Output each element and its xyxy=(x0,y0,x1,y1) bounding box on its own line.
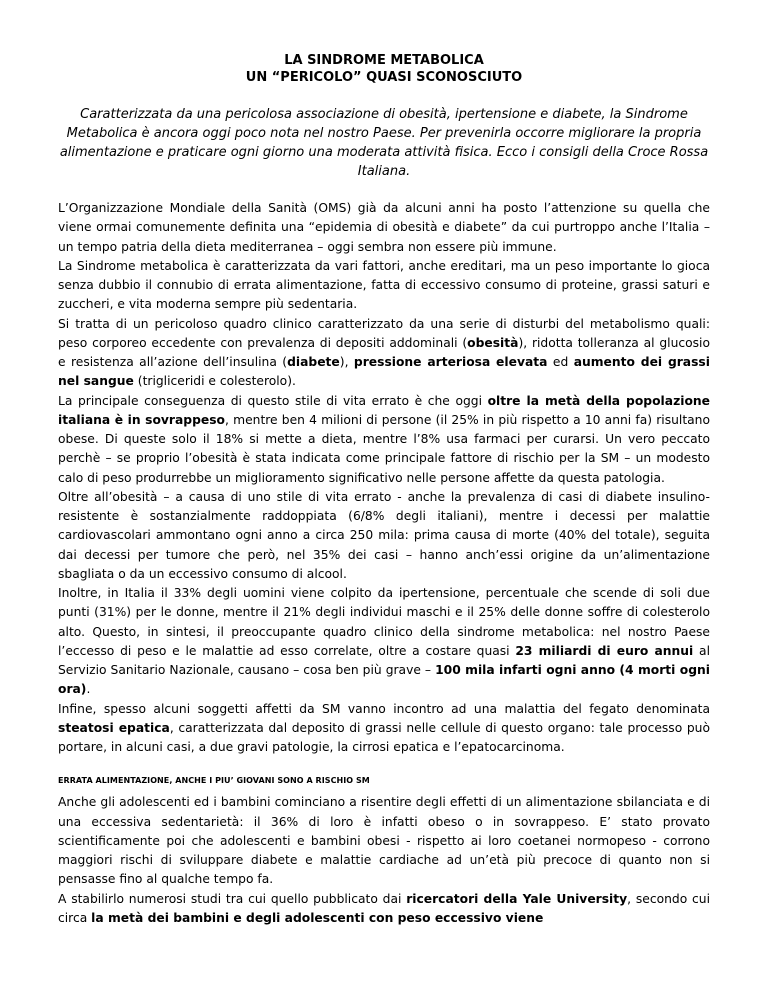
section-2-body xyxy=(58,793,710,928)
text-run: , secondo cui circa xyxy=(58,891,711,925)
paragraph-6 xyxy=(58,584,710,700)
text-run: Si tratta di un pericoloso quadro clinico caratterizzato da una serie di disturbi del metabolismo quali: peso corporeo eccedente con prevalenza di depositi addominali ( xyxy=(58,316,710,350)
bold-run: steatosi epatica xyxy=(58,720,170,735)
bold-run: 23 miliardi di euro annui xyxy=(515,643,694,658)
text-run: (trigliceridi e colesterolo). xyxy=(133,374,296,389)
article-body xyxy=(58,199,710,757)
bold-run: ricercatori della Yale University xyxy=(406,891,628,906)
document-title xyxy=(58,52,710,86)
text-run: ed xyxy=(547,355,574,369)
text-run: , caratterizzata dal deposito di grassi nelle cellule di questo organo: tale processo può portare, in alcuni casi, a due gravi patologie, la cirrosi epatica e l’epatocarcinoma. xyxy=(58,720,710,754)
bold-run: diabete xyxy=(287,355,340,369)
bold-run: oltre la metà della popolazione italiana è in sovrappeso xyxy=(58,393,710,427)
section-heading: ERRATA ALIMENTAZIONE, ANCHE I PIU’ GIOVANI SONO A RISCHIO SM xyxy=(58,776,370,786)
title-line-2: UN “PERICOLO” QUASI SCONOSCIUTO xyxy=(245,70,523,85)
bold-run: 100 mila infarti ogni anno (4 morti ogni ora) xyxy=(58,663,710,697)
section-2-paragraph-1: Anche gli adolescenti ed i bambini cominciano a risentire degli effetti di un alimentazione sbilanciata e di una eccessiva sedentarietà: il 36% di loro è infatti obeso o in sovrappeso. E’ stato provato scientificamente poi che adolescenti e bambini obesi - rispetto ai loro coetanei normopeso - corrono maggiori rischi di sviluppare diabete e malattie cardiache ad un’età più precoce di quanto non si pensasse fino al qualche tempo fa. xyxy=(58,795,710,887)
bold-run: obesità xyxy=(467,335,519,350)
section-2-paragraph-2 xyxy=(58,890,710,929)
paragraph-1: L’Organizzazione Mondiale della Sanità (OMS) già da alcuni anni ha posto l’attenzione su quella che viene ormai comunemente definita una “epidemia di obesità e diabete” da cui purtroppo anche l’Italia – un tempo patria della dieta mediterranea – oggi sembra non essere più immune. xyxy=(58,201,710,254)
bold-run: aumento dei grassi nel sangue xyxy=(58,355,710,389)
text-run: Infine, spesso alcuni soggetti affetti da SM vanno incontro ad una malattia del fegato denominata xyxy=(58,701,710,716)
text-run: , mentre ben 4 milioni di persone (il 25% in più rispetto a 10 anni fa) risultano obese. Di queste solo il 18% si mette a dieta, mentre l’8% usa farmaci per curarsi. Un vero peccato perchè – se proprio l’obesità è stata indicata come principale fattore di rischio per la SM – un modesto calo di peso produrrebbe un miglioramento significativo nelle persone affette da questa patologia. xyxy=(58,412,710,485)
paragraph-7 xyxy=(58,700,710,758)
text-run: ), ridotta tolleranza al glucosio e resistenza all’azione dell’insulina ( xyxy=(58,335,710,369)
paragraph-5: Oltre all’obesità – a causa di uno stile di vita errato - anche la prevalenza di casi di diabete insulino-resistente è sostanzialmente raddoppiata (6/8% degli italiani), mentre i decessi per malattie cardiovascolari ammontano ogni anno a circa 250 mila: prima causa di morte (40% del totale), seguita dai decessi per tumore che però, nel 35% dei casi – hanno anch’essi origine da un’alimentazione sbagliata o da un eccessivo consumo di alcool. xyxy=(58,489,710,581)
bold-run: pressione arteriosa elevata xyxy=(353,355,548,369)
text-run: La principale conseguenza di questo stile di vita errato è che oggi xyxy=(58,393,488,408)
lead-paragraph: Caratterizzata da una pericolosa associazione di obesità, ipertensione e diabete, la Sindrome Metabolica è ancora oggi poco nota nel nostro Paese. Per prevenirla occorre migliorare la propria alimentazione e praticare ogni giorno una moderata attività fisica. Ecco i consigli della Croce Rossa Italiana. xyxy=(59,107,709,179)
paragraph-3 xyxy=(58,315,710,392)
text-run: al Servizio Sanitario Nazionale, causano – cosa ben più grave – xyxy=(58,643,710,677)
bold-run: la metà dei bambini e degli adolescenti con peso eccessivo viene xyxy=(91,910,544,925)
document-page xyxy=(58,52,710,928)
paragraph-2: La Sindrome metabolica è caratterizzata da vari fattori, anche ereditari, ma un peso importante lo gioca senza dubbio il connubio di errata alimentazione, fatta di eccessivo consumo di proteine, grassi saturi e zuccheri, e vita moderna sempre più sedentaria. xyxy=(58,258,710,312)
text-run: Inoltre, in Italia il 33% degli uomini viene colpito da ipertensione, percentuale che scende di soli due punti (31%) per le donne, mentre il 21% degli individui maschi e il 25% delle donne soffre di colesterolo alto. Questo, in sintesi, il preoccupante quadro clinico della sindrome metabolica: nel nostro Paese l’eccesso di peso e le malattie ad esso correlate, oltre a costare quasi xyxy=(58,586,710,658)
paragraph-4 xyxy=(58,392,710,488)
text-run: A stabilirlo numerosi studi tra cui quello pubblicato dai xyxy=(58,891,407,906)
text-run: . xyxy=(86,682,91,697)
text-run: ), xyxy=(339,355,354,369)
title-line-1: LA SINDROME METABOLICA xyxy=(284,53,484,68)
